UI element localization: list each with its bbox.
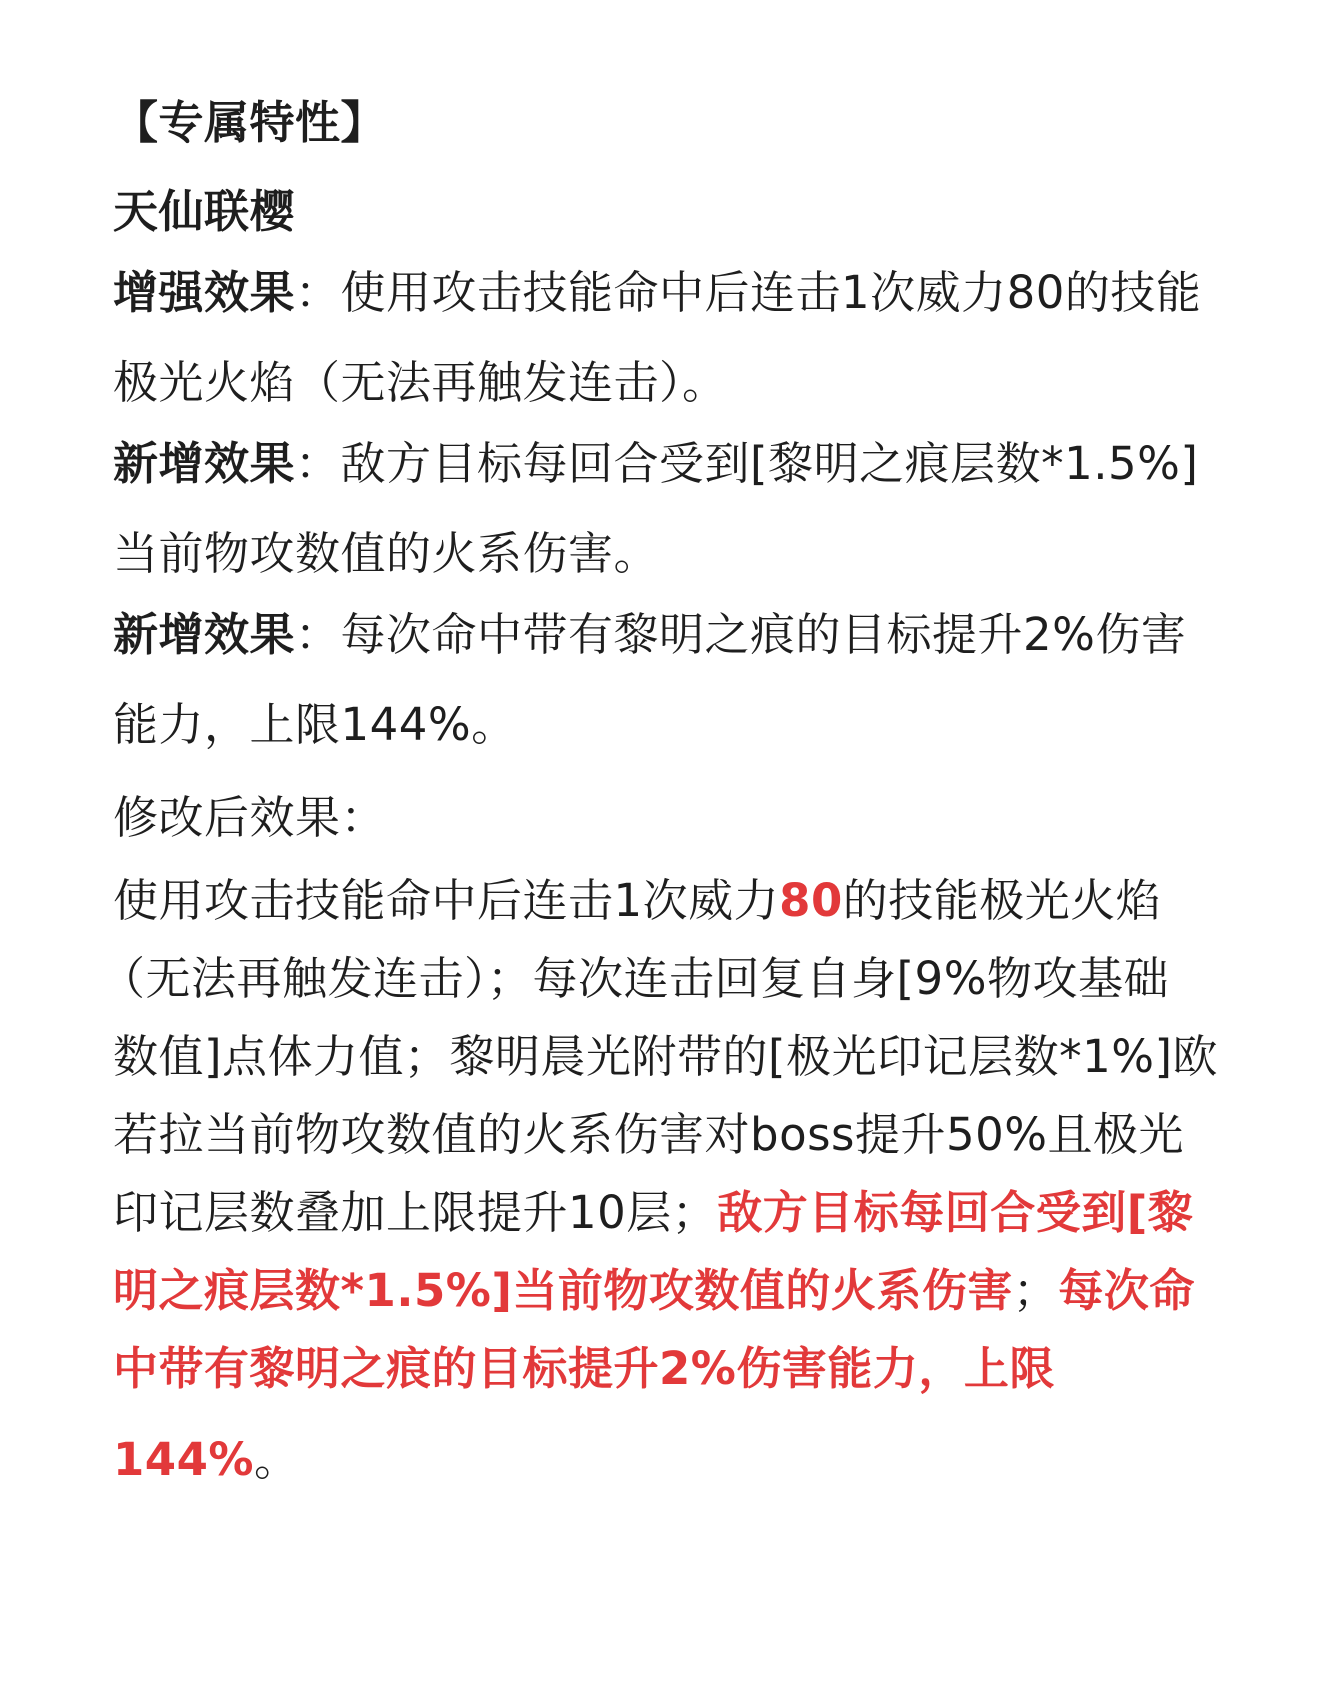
highlight-new-effect-1-start: 敌方目标每回合受到[黎 [717, 1186, 1194, 1239]
highlight-new-effect-2-start: 每次命 [1058, 1264, 1195, 1317]
modified-line-8-end: 。 [254, 1433, 300, 1486]
new-effect-1-line1 [113, 434, 1198, 494]
modified-line-1-a: 使用攻击技能命中后连击1次威力 [113, 874, 780, 927]
new-effect-2-text2: 能力，上限144%。 [113, 698, 517, 751]
modified-line-2: （无法再触发连击）；每次连击回复自身[9%物攻基础 [100, 952, 1169, 1005]
new-effect-2-line1 [113, 605, 1186, 665]
section-heading: 【专属特性】 [113, 96, 387, 149]
highlight-new-effect-2-mid: 中带有黎明之痕的目标提升2%伤害能力，上限 [113, 1342, 1055, 1395]
enhance-effect-text2: 极光火焰（无法再触发连击）。 [113, 356, 728, 409]
highlight-new-effect-2-end: 144% [113, 1433, 255, 1486]
modified-line-7 [113, 1339, 1055, 1399]
modified-line-5-a: 印记层数叠加上限提升10层； [113, 1186, 718, 1239]
modified-title: 修改后效果： [113, 791, 387, 844]
enhance-effect-text1: 使用攻击技能命中后连击1次威力80的技能 [340, 266, 1202, 319]
new-effect-1-text1: 敌方目标每回合受到[黎明之痕层数*1.5%] [340, 437, 1199, 490]
modified-line-6-separator: ； [1012, 1264, 1059, 1317]
highlight-power-80: 80 [779, 874, 843, 927]
modified-line-5 [113, 1183, 1193, 1243]
highlight-new-effect-1-end: 明之痕层数*1.5%]当前物攻数值的火系伤害 [113, 1264, 1013, 1317]
new-effect-1-label: 新增效果 [113, 437, 296, 490]
new-effect-1-colon: ： [295, 437, 341, 490]
new-effect-2-text1: 每次命中带有黎明之痕的目标提升2%伤害 [340, 608, 1187, 661]
enhance-effect-line1 [113, 263, 1201, 323]
trait-name: 天仙联樱 [113, 185, 296, 238]
modified-line-1 [113, 871, 1161, 931]
modified-line-1-b: 的技能极光火焰 [842, 874, 1162, 927]
new-effect-2-colon: ： [295, 608, 341, 661]
enhance-effect-label: 增强效果 [113, 266, 296, 319]
modified-line-6 [113, 1261, 1195, 1321]
modified-line-8 [113, 1430, 300, 1490]
modified-line-3: 数值]点体力值；黎明晨光附带的[极光印记层数*1%]欧 [113, 1030, 1219, 1083]
enhance-effect-colon: ： [295, 266, 341, 319]
modified-line-4: 若拉当前物攻数值的火系伤害对boss提升50%且极光 [113, 1108, 1185, 1161]
new-effect-2-label: 新增效果 [113, 608, 296, 661]
new-effect-1-text2: 当前物攻数值的火系伤害。 [113, 527, 660, 580]
